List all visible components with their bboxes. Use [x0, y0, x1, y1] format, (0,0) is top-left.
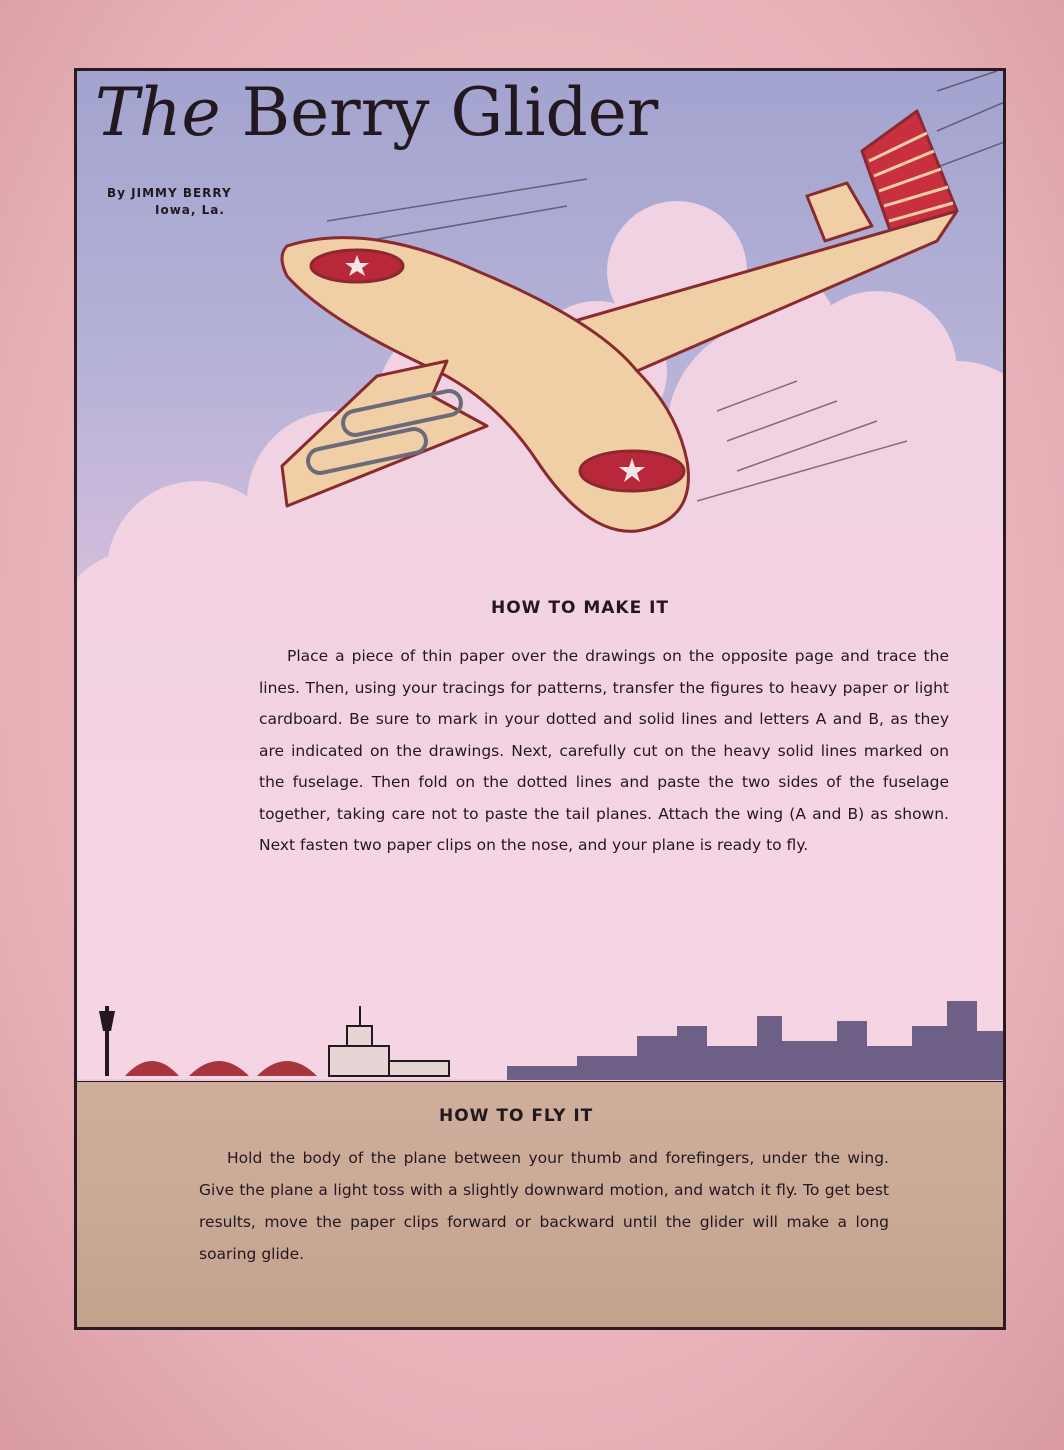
author: By JIMMY BERRY: [107, 186, 232, 200]
how-to-make-text: Place a piece of thin paper over the drawings on the opposite page and trace the lines. Then, using your tracings for patterns, transfer the figures to heavy paper or light cardboard. Be sure to mark in your dotted and solid lines and letters A and B, as they are indicated on the drawings. Next, carefully cut on the heavy solid lines marked on the fuselage. Then fold on the dotted lines and paste the two sides of the fuselage together, taking care not to paste the tail planes. Attach the wing (A and B) as shown. Next fasten two paper clips on the nose, and your plane is ready to fly.: [259, 647, 949, 854]
title-main: Berry Glider: [241, 74, 659, 151]
how-to-fly-text: Hold the body of the plane between your thumb and forefingers, under the wing. Give the plane a light toss with a slightly downward motion, and watch it fly. To get best results, move the paper clips forward or backward until the glider will make a long soaring glide.: [199, 1149, 889, 1263]
title-prefix: The: [95, 74, 221, 151]
tail-plane: [807, 183, 872, 241]
byline: [107, 185, 232, 219]
how-to-fly-heading: HOW TO FLY IT: [439, 1106, 594, 1126]
page-title: [95, 74, 659, 151]
author-location: Iowa, La.: [155, 203, 225, 217]
how-to-make-heading: HOW TO MAKE IT: [491, 598, 670, 618]
comic-panel: [74, 68, 1006, 1330]
